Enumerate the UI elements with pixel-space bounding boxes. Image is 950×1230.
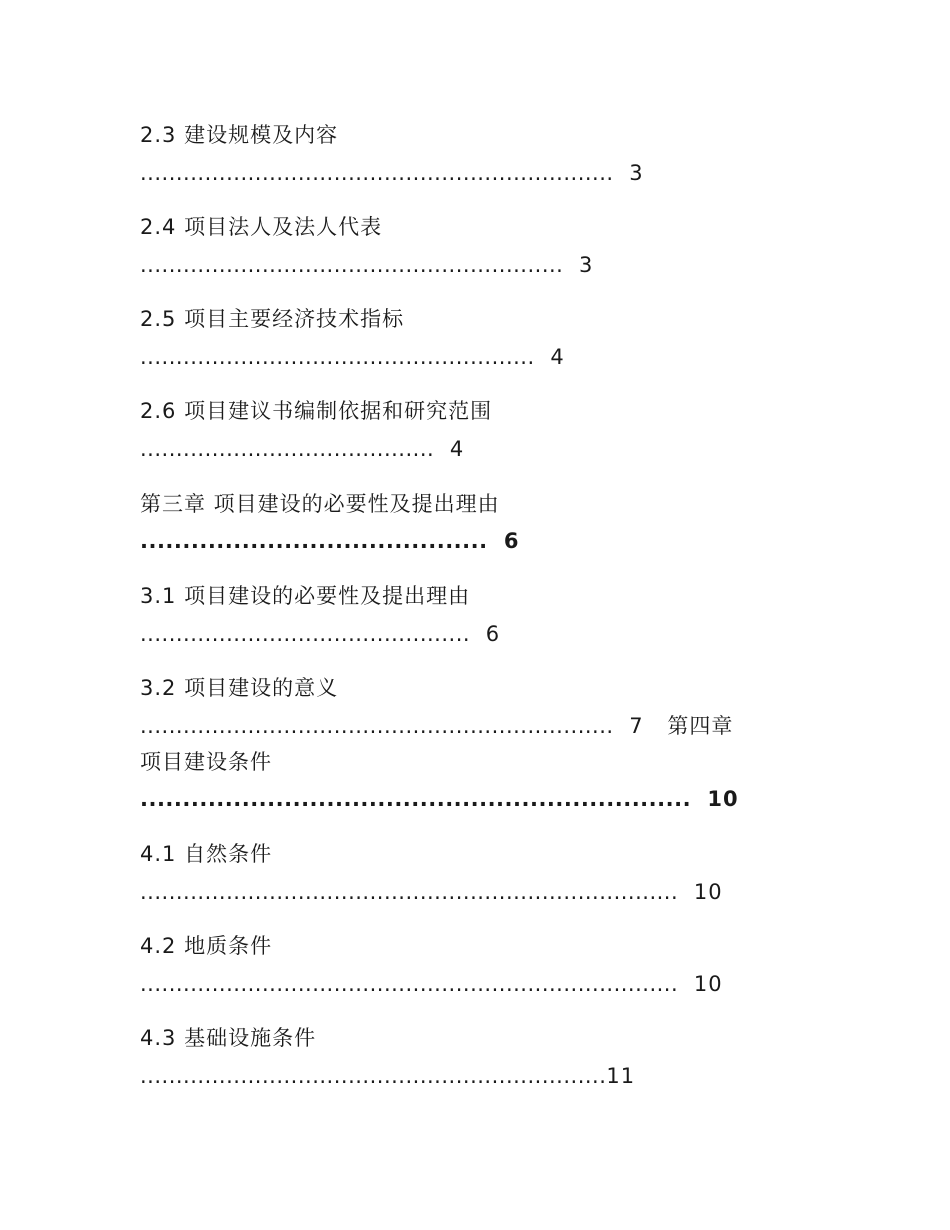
toc-page-number: 10 [693, 880, 723, 904]
toc-entry-title: 2.4 项目法人及法人代表 [140, 215, 383, 239]
toc-leader: ........................................................................... [140, 972, 679, 996]
toc-entry-leader-row [140, 344, 565, 370]
toc-page-number: 10 [693, 972, 723, 996]
toc-leader: ................................................................. [140, 787, 692, 811]
toc-page-number: 4 [449, 437, 465, 461]
toc-page-number: 10 [707, 787, 739, 811]
toc-chapter-title: 第三章 项目建设的必要性及提出理由 [140, 492, 500, 516]
toc-entry-leader-row [140, 528, 520, 554]
toc-entry-leader-row [140, 252, 593, 278]
toc-entry-title: 4.3 基础设施条件 [140, 1026, 317, 1050]
toc-page-number: 7 [629, 714, 644, 738]
toc-entry-title: 3.2 项目建设的意义 [140, 676, 339, 700]
toc-page-number: 6 [503, 529, 520, 553]
toc-entry-leader-row [140, 621, 500, 647]
toc-entry-leader-row [140, 786, 739, 812]
toc-entry-leader-row [140, 879, 723, 905]
toc-page-number: 3 [629, 161, 644, 185]
toc-page-number: 11 [606, 1064, 636, 1088]
toc-leader: ......................................... [140, 437, 435, 461]
toc-entry-title: 4.1 自然条件 [140, 842, 273, 866]
toc-entry-leader-row [140, 1063, 635, 1089]
toc-page-number: 3 [579, 253, 594, 277]
toc-chapter-title-start: 第四章 [667, 714, 734, 738]
toc-entry-title: 2.5 项目主要经济技术指标 [140, 307, 405, 331]
toc-leader: ................................................................. [140, 1064, 607, 1088]
toc-entry-title: 3.1 项目建设的必要性及提出理由 [140, 584, 471, 608]
toc-entry-leader-row [140, 713, 733, 739]
toc-leader: ....................................................... [140, 345, 535, 369]
toc-leader: .................................................................. [140, 161, 614, 185]
toc-page-number: 4 [550, 345, 565, 369]
toc-entry-leader-row [140, 971, 723, 997]
toc-entry-leader-row [140, 160, 644, 186]
toc-leader: .................................................................. [140, 714, 614, 738]
toc-entry-title: 2.3 建设规模及内容 [140, 123, 339, 147]
toc-entry-title: 2.6 项目建议书编制依据和研究范围 [140, 399, 493, 423]
toc-leader: ........................................................................... [140, 880, 679, 904]
toc-leader: ........................................................... [140, 253, 564, 277]
toc-entry-title: 4.2 地质条件 [140, 934, 273, 958]
toc-leader: .............................................. [140, 622, 471, 646]
toc-page-number: 6 [485, 622, 501, 646]
toc-leader: ......................................... [140, 529, 488, 553]
toc-entry-leader-row [140, 436, 464, 462]
toc-chapter-title: 项目建设条件 [140, 750, 272, 774]
